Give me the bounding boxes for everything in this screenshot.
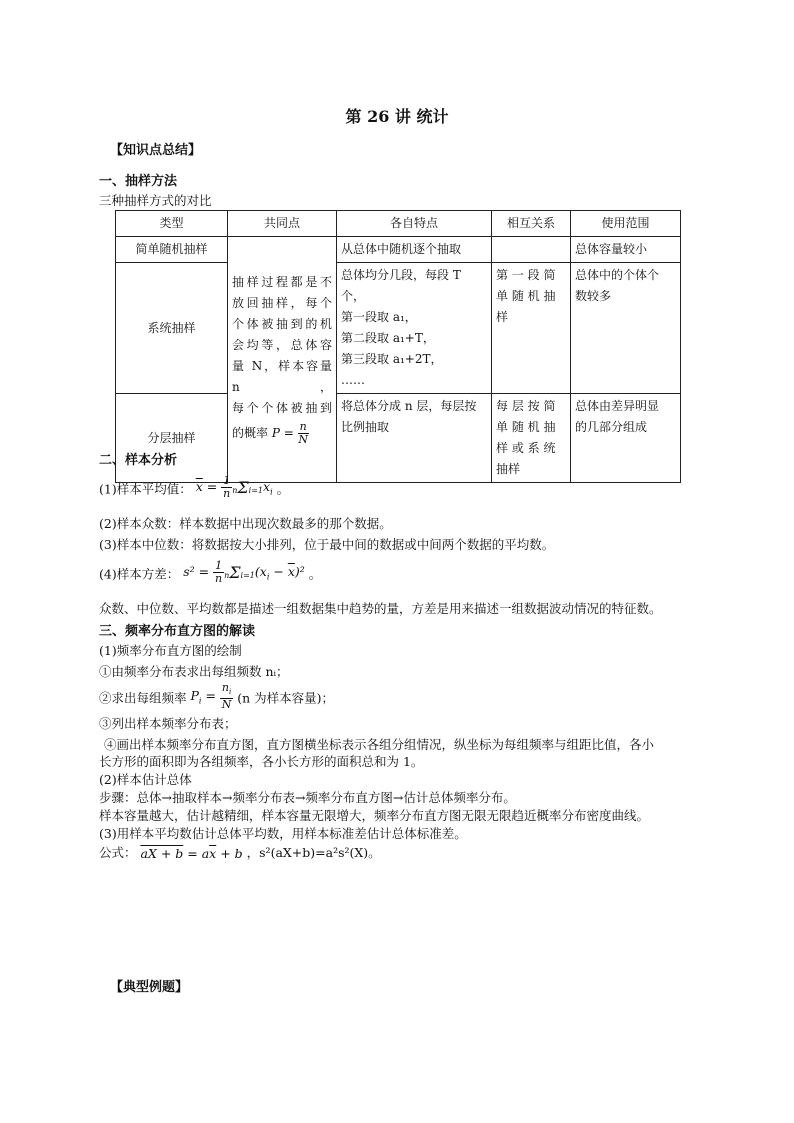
table-row [116, 237, 681, 263]
relation-cell [492, 237, 571, 263]
common-line: 的概率 [232, 426, 269, 440]
feature-line: …… [341, 373, 365, 387]
frequency-formula: $P_i$ = $\frac{n_i}{N}$ [190, 680, 232, 712]
common-line: 抽样过程都是不 [232, 275, 332, 289]
feature-cell: 从总体中随机逐个抽取 [337, 237, 492, 263]
histogram-step-3: ③列出样本频率分布表； [99, 716, 237, 731]
frequency-label: ②求出每组频率 [99, 690, 187, 706]
median-definition: (3)样本中位数：将数据按大小排列，位于最中间的数据或中间两个数据的平均数。 [99, 537, 555, 552]
frequency-note: (n 为样本容量)； [237, 690, 335, 706]
scope-line: 的几部分组成 [575, 420, 648, 434]
fraction-denominator: N [298, 433, 308, 446]
section-sampling-heading: 一、抽样方法 [99, 174, 178, 189]
common-line: 量 N，样本容量 n， [232, 359, 332, 394]
feature-line: 总体均分几段，每段 T 个， [341, 268, 461, 303]
feature-line: 将总体分成 n 层，每层按 [341, 399, 477, 413]
histogram-step-1: ①由频率分布表求出每组频数 nᵢ； [99, 664, 289, 679]
probability-lhs: P = [271, 426, 294, 440]
page-title: 第 26 讲 统计 [345, 107, 449, 126]
feature-line: 第三段取 a₁+2T， [341, 352, 443, 366]
relation-line: 第 一 段 简 [496, 268, 556, 282]
table-caption: 三种抽样方式的对比 [99, 193, 212, 208]
probability-fraction [298, 421, 309, 446]
histogram-step-4: ④画出样本频率分布直方图，直方图横坐标表示各组分组情况，纵坐标为每组频率与组距比值，各小 [104, 737, 655, 752]
type-cell: 系统抽样 [116, 263, 228, 394]
header-common: 共同点 [228, 211, 337, 237]
probability-line [232, 419, 332, 447]
scope-line: 数较多 [575, 289, 612, 303]
estimation-steps: 步骤：总体→抽取样本→频率分布表→频率分布直方图→估计总体频率分布。 [99, 790, 516, 805]
common-line: 个体被抽到的机 [232, 317, 332, 331]
feature-line: 比例抽取 [341, 420, 390, 434]
relation-line: 样 或 系 统 [496, 441, 556, 455]
relation-line: 每 层 按 简 [496, 399, 556, 413]
section-sample-analysis-heading: 二、样本分析 [99, 453, 178, 468]
header-scope: 使用范围 [571, 211, 681, 237]
scope-cell [571, 394, 681, 483]
mode-definition: (2)样本众数：样本数据中出现次数最多的那个数据。 [99, 516, 392, 531]
relation-line: 样 [496, 310, 509, 324]
common-line: 会均等，总体容 [232, 338, 332, 352]
sampling-comparison-table [115, 210, 681, 483]
variance-formula-line [99, 558, 321, 592]
linear-transform-formula-line [99, 842, 381, 865]
variance-label: (4)样本方差： [99, 566, 180, 582]
table-row [116, 263, 681, 394]
header-relation: 相互关系 [492, 211, 571, 237]
mean-end: 。 [276, 481, 290, 497]
common-line: 每个个体被抽到 [232, 401, 332, 415]
mean-formula: $\overline{x}$ = $\frac{1}{n}$ $n\Sigma i=1x_i$ [195, 474, 273, 500]
feature-cell [337, 394, 492, 483]
mean-label: (1)样本平均值： [99, 481, 192, 497]
estimation-method: (3)用样本平均数估计总体平均数，用样本标准差估计总体标准差。 [99, 826, 467, 841]
type-cell: 分层抽样 [116, 394, 228, 483]
mean-formula-line [99, 473, 289, 507]
type-cell: 简单随机抽样 [116, 237, 228, 263]
relation-line: 单 随 机 抽 [496, 420, 556, 434]
scope-line: 总体由差异明显 [575, 399, 660, 413]
common-cell [228, 237, 337, 483]
table-row [116, 394, 681, 483]
scope-cell: 总体容量较小 [571, 237, 681, 263]
variance-transform-text: ，s²(aX+b)=a²s²(X)。 [246, 845, 381, 860]
central-tendency-note: 众数、中位数、平均数都是描述一组数据集中趋势的量，方差是用来描述一组数据波动情况的特征数。 [99, 601, 662, 616]
scope-line: 总体中的个体个 [575, 268, 660, 282]
relation-cell [492, 263, 571, 394]
estimation-title: (2)样本估计总体 [99, 772, 192, 787]
fraction-numerator: n [299, 420, 307, 433]
relation-cell [492, 394, 571, 483]
table-header-row [116, 211, 681, 237]
typical-examples-header: 【典型例题】 [110, 980, 189, 995]
feature-line: 第一段取 a₁， [341, 310, 417, 324]
header-type: 类型 [116, 211, 228, 237]
scope-cell [571, 263, 681, 394]
variance-formula: s² = $\frac{1}{n}$ $n\Sigma i=1(x_i - \overline{x})^2$ [183, 559, 305, 585]
knowledge-summary-header: 【知识点总结】 [110, 143, 202, 158]
variance-end: 。 [308, 566, 322, 582]
header-feature: 各自特点 [337, 211, 492, 237]
section-histogram-heading: 三、频率分布直方图的解读 [99, 624, 256, 639]
feature-line: 第二段取 a₁+T， [341, 331, 435, 345]
feature-cell [337, 263, 492, 394]
formula-label: 公式： [99, 845, 137, 860]
histogram-step-4-cont: 长方形的面积即为各组频率，各小长方形的面积总和为 1。 [99, 754, 424, 769]
relation-line: 单 随 机 抽 [496, 289, 556, 303]
common-line: 放回抽样，每个 [232, 296, 332, 310]
histogram-step-title: (1)频率分布直方图的绘制 [99, 643, 242, 658]
relation-line: 抽样 [496, 462, 521, 476]
histogram-step-2 [99, 681, 334, 717]
estimation-note: 样本容量越大，估计越精细，样本容量无限增大，频率分布直方图无限无限趋近概率分布密度曲线。 [99, 808, 650, 823]
linear-mean-formula: aX + $b = a\overline{x} + b$ [140, 845, 243, 861]
